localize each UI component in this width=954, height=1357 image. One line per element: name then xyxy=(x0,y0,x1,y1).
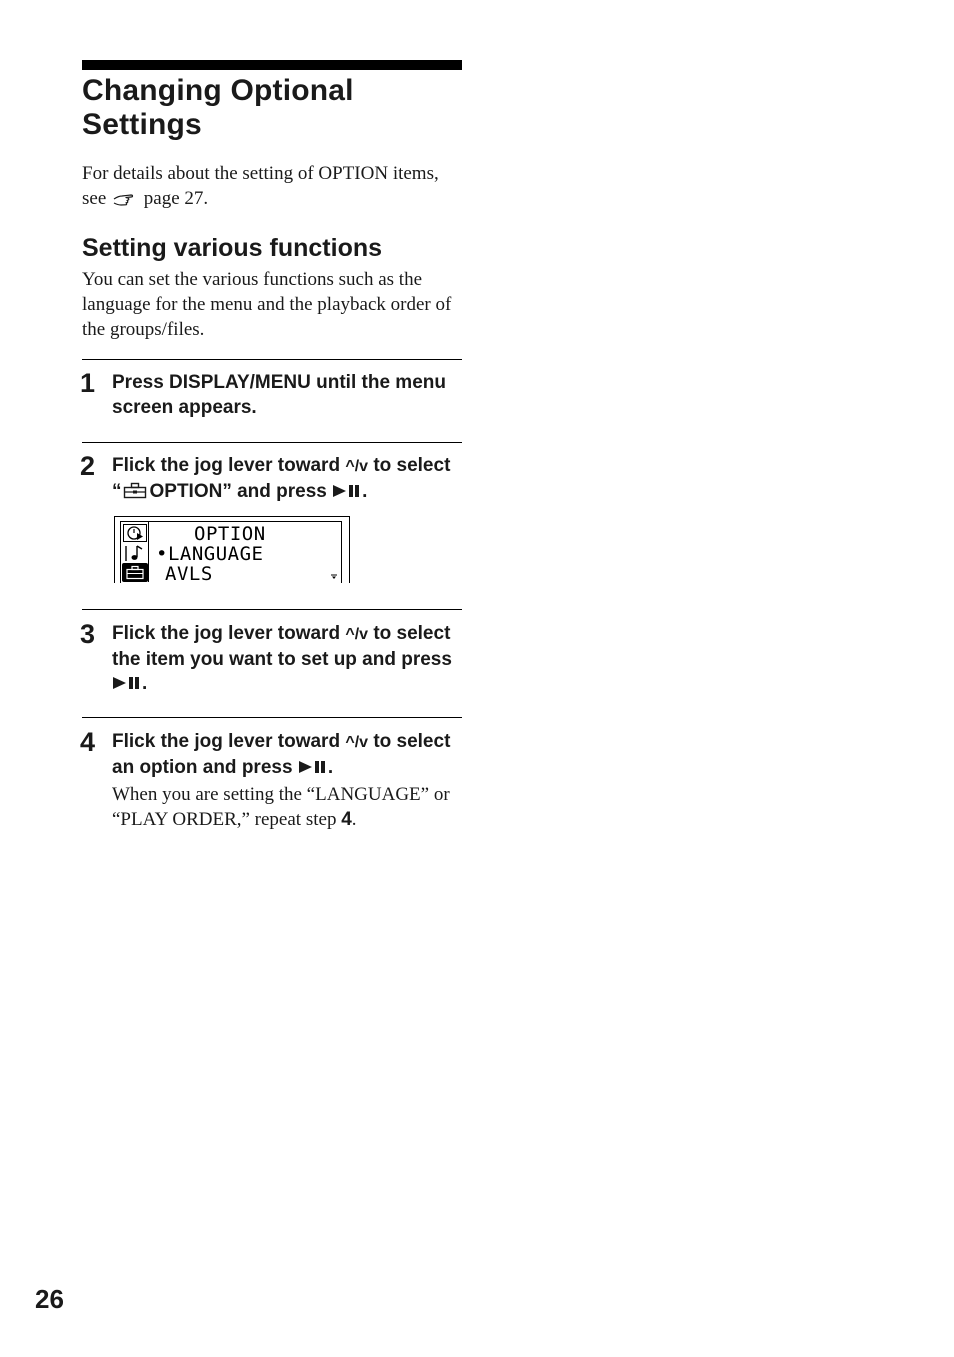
up-down-arrows: ^/v xyxy=(345,734,369,751)
option-menu-display xyxy=(114,516,350,584)
play-pause-icon xyxy=(298,760,328,774)
clock-play-icon xyxy=(123,524,147,542)
scroll-down-indicator-icon xyxy=(330,572,338,580)
step-instruction xyxy=(112,454,462,504)
page-number: 26 xyxy=(35,1284,64,1314)
step-instruction: Press DISPLAY/MENU until the menu screen appears. xyxy=(112,372,446,418)
step-text-part: . xyxy=(362,480,368,502)
step-divider xyxy=(82,717,462,718)
step-text-part: to select “ xyxy=(112,455,451,502)
step-number: 3 xyxy=(80,619,96,649)
music-note-icon xyxy=(123,544,147,562)
option-toolbox-icon xyxy=(123,482,147,499)
hand-pointing-reference-icon xyxy=(113,191,135,207)
up-down-arrows: ^/v xyxy=(345,458,369,475)
step-divider xyxy=(82,609,462,610)
section-body: You can set the various functions such as the language for the menu and the playback order of the groups/files. xyxy=(82,269,452,340)
step-text-part: to select the item you want to set up and press xyxy=(112,623,452,670)
play-pause-icon xyxy=(112,676,142,690)
note-text: When you are setting the “LANGUAGE” or “PLAY ORDER,” repeat step xyxy=(112,784,450,830)
section-title: Setting various functions xyxy=(82,234,383,262)
display-item: AVLS xyxy=(165,563,213,585)
intro-text-part-1: For details about the setting of OPTION items, see xyxy=(82,163,439,209)
step-text-part: . xyxy=(142,673,148,694)
note-text-end: . xyxy=(351,809,357,830)
step-number: 2 xyxy=(80,451,96,481)
step-text-part: . xyxy=(327,756,334,778)
step-note xyxy=(112,782,462,832)
display-title: OPTION xyxy=(194,523,266,545)
step-number: 1 xyxy=(80,368,96,398)
header-rule xyxy=(82,60,462,70)
note-step-reference: 4 xyxy=(341,809,352,830)
step-divider xyxy=(82,442,462,443)
step-instruction xyxy=(112,730,462,780)
step-number: 4 xyxy=(80,727,96,757)
step-instruction xyxy=(112,622,462,697)
up-down-arrows: ^/v xyxy=(345,626,369,643)
play-pause-icon xyxy=(332,484,362,498)
page-title: Changing Optional Settings xyxy=(82,74,354,141)
step-divider xyxy=(82,359,462,360)
intro-text-part-2: page 27. xyxy=(143,188,209,209)
step-text-part: Flick the jog lever toward xyxy=(112,623,341,644)
display-item-selected: •LANGUAGE xyxy=(156,543,264,565)
step-text-part: OPTION” and press xyxy=(149,480,327,502)
step-text-part: to select an option and press xyxy=(112,731,451,778)
step-text-part: Flick the jog lever toward xyxy=(112,731,341,752)
intro-text xyxy=(82,161,462,211)
step-text-part: Flick the jog lever toward xyxy=(112,455,341,476)
option-toolbox-icon xyxy=(122,563,148,582)
